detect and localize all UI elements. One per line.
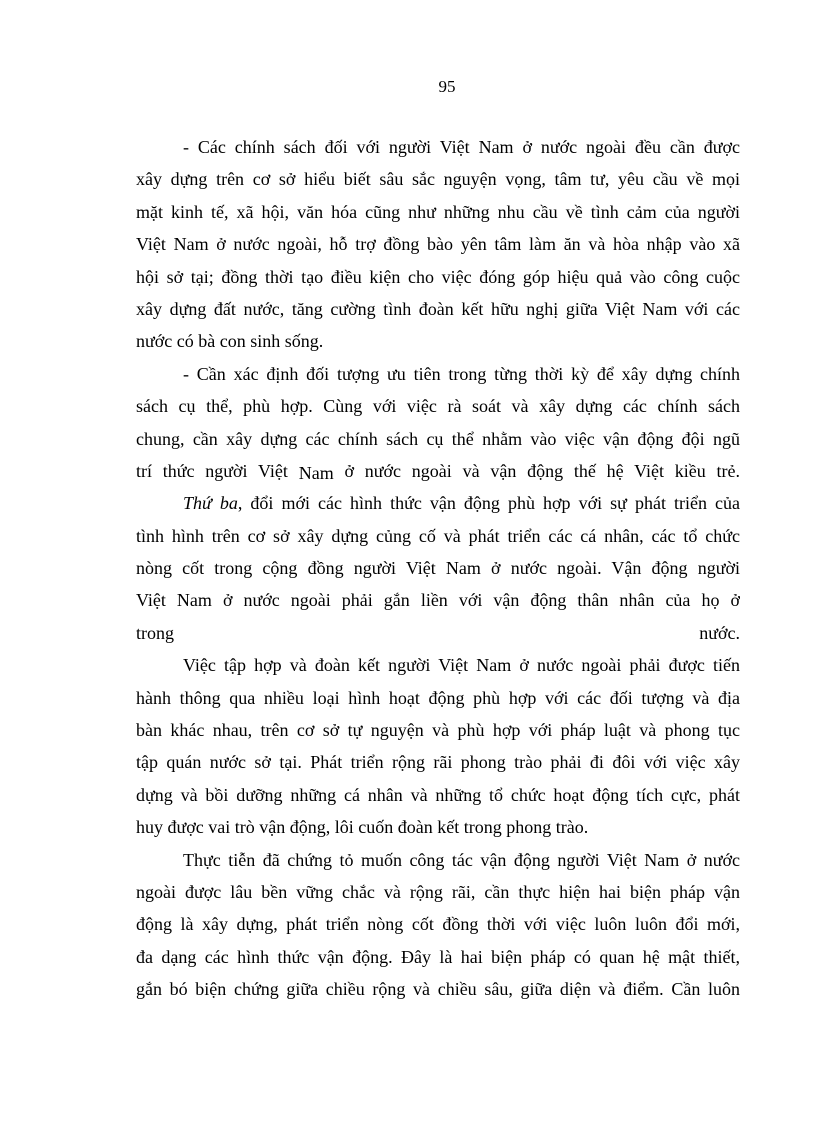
text-line: sách cụ thể, phù hợp. Cùng với việc rà soát và xây dựng các chính sách	[136, 396, 740, 417]
text-segment: trí thức người Việt	[136, 460, 288, 481]
text-line: đa dạng các hình thức vận động. Đây là hai biện pháp có quan hệ mật thiết,	[136, 946, 740, 967]
text-line: động là xây dựng, phát triển nòng cốt đồng thời với việc luôn luôn đổi mới,	[136, 914, 740, 935]
paragraph-priority-targets	[136, 358, 740, 488]
text-line: - Các chính sách đối với người Việt Nam ở nước ngoài đều cần được	[183, 137, 740, 157]
text-line: bàn khác nhau, trên cơ sở tự nguyện và phù hợp với pháp luật và phong tục	[136, 720, 740, 741]
text-line: huy được vai trò vận động, lôi cuốn đoàn kết trong phong trào.	[136, 817, 589, 838]
text-line: Thực tiễn đã chứng tỏ muốn công tác vận động người Việt Nam ở nước	[183, 849, 740, 870]
text-line: nòng cốt trong cộng đồng người Việt Nam ở nước ngoài. Vận động người	[136, 558, 740, 579]
text-line: mặt kinh tế, xã hội, văn hóa cũng như những nhu cầu về tình cảm của người	[136, 201, 740, 222]
text-line: nước có bà con sinh sống.	[136, 331, 324, 352]
page-number: 95	[438, 77, 456, 96]
text-segment-lowered: Nam	[298, 462, 334, 483]
paragraph-unity	[136, 649, 740, 843]
text-line: hành thông qua nhiều loại hình hoạt động phù hợp với các đối tượng và địa	[136, 687, 740, 708]
text-segment-right: nước.	[699, 622, 740, 643]
text-line: xây dựng đất nước, tăng cường tình đoàn kết hữu nghị giữa Việt Nam với các	[136, 298, 740, 319]
text-line	[136, 455, 740, 487]
text-segment: , đổi mới các hình thức vận động phù hợp với sự phát triển của	[237, 493, 740, 514]
text-line: ngoài được lâu bền vững chắc và rộng rãi, cần thực hiện hai biện pháp vận	[136, 881, 740, 902]
text-line: tình hình trên cơ sở xây dựng củng cố và phát triển các cá nhân, các tổ chức	[136, 525, 740, 546]
text-line: Việc tập hợp và đoàn kết người Việt Nam ở nước ngoài phải được tiến	[183, 655, 740, 676]
italic-lead: Thứ ba	[183, 493, 238, 514]
text-line: tập quán nước sở tại. Phát triển rộng rãi phong trào phải đi đôi với việc xây	[136, 752, 740, 773]
text-line: chung, cần xây dựng các chính sách cụ thể nhằm vào việc vận động đội ngũ	[136, 428, 740, 449]
text-line: gắn bó biện chứng giữa chiều rộng và chiều sâu, giữa diện và điểm. Cần luôn	[136, 979, 740, 1000]
paragraph-thu-ba	[136, 487, 740, 649]
text-segment-left: trong	[136, 622, 174, 643]
paragraph-practice	[136, 844, 740, 1006]
text-line: Việt Nam ở nước ngoài phải gắn liền với vận động thân nhân của họ ở	[136, 590, 740, 611]
paragraph-policy-requirements	[136, 131, 740, 358]
text-line: - Cần xác định đối tượng ưu tiên trong từng thời kỳ để xây dựng chính	[183, 363, 740, 384]
text-line-split	[136, 617, 740, 649]
text-line: xây dựng trên cơ sở hiểu biết sâu sắc nguyện vọng, tâm tư, yêu cầu về mọi	[136, 169, 740, 190]
text-segment: ở nước ngoài và vận động thế hệ Việt kiều trẻ.	[344, 460, 740, 481]
text-line	[136, 487, 740, 519]
text-line: Việt Nam ở nước ngoài, hỗ trợ đồng bào yên tâm làm ăn và hòa nhập vào xã	[136, 234, 740, 255]
text-line: dựng và bồi dưỡng những cá nhân và những tổ chức hoạt động tích cực, phát	[136, 784, 740, 805]
text-line: hội sở tại; đồng thời tạo điều kiện cho việc đóng góp hiệu quả vào công cuộc	[136, 266, 740, 287]
document-body	[136, 131, 740, 1006]
